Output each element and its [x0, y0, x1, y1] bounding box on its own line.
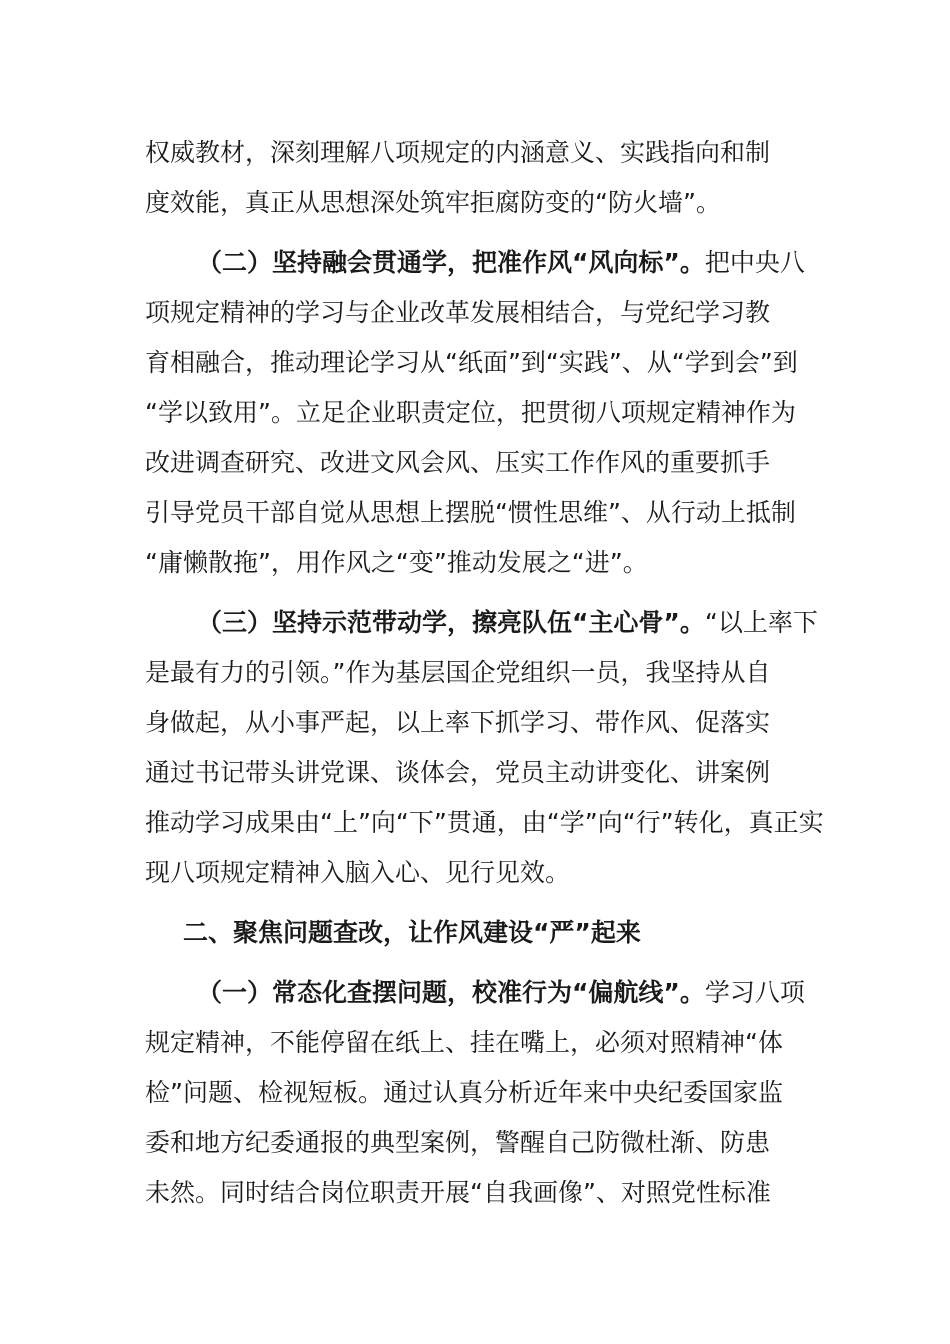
paragraph-first-line: [145, 968, 805, 1018]
subheading-2: （二）坚持融会贯通学，把准作风“风向标”。: [197, 248, 705, 277]
text-line: 度效能，真正从思想深处筑牢拒腐防变的“防火墙”。: [145, 188, 721, 217]
paragraph-text: 把中央八: [704, 248, 805, 277]
paragraph-1: [145, 128, 805, 228]
text-line: 身做起，从小事严起，以上率下抓学习、带作风、促落实: [145, 708, 771, 737]
text-line: 检”问题、检视短板。通过认真分析近年来中央纪委国家监: [145, 1078, 783, 1107]
text-line: 规定精神，不能停留在纸上、挂在嘴上，必须对照精神“体: [145, 1028, 783, 1057]
paragraph-3: [145, 598, 824, 898]
paragraph-text: 学习八项: [704, 978, 805, 1007]
text-line: 引导党员干部自觉从思想上摆脱“惯性思维”、从行动上抵制: [145, 498, 796, 527]
document-body: [145, 128, 824, 1218]
paragraph-2: [145, 238, 805, 588]
text-line: “庸懒散拖”，用作风之“变”推动发展之“进”。: [145, 548, 648, 577]
text-line: 委和地方纪委通报的典型案例，警醒自己防微杜渐、防患: [145, 1128, 771, 1157]
text-line: 项规定精神的学习与企业改革发展相结合，与党纪学习教: [145, 298, 771, 327]
text-line: 育相融合，推动理论学习从“纸面”到“实践”、从“学到会”到: [145, 348, 798, 377]
subheading-3: （三）坚持示范带动学，擦亮队伍“主心骨”。: [197, 608, 705, 637]
text-line: 权威教材，深刻理解八项规定的内涵意义、实践指向和制: [145, 138, 771, 167]
paragraph-4: [145, 968, 805, 1218]
text-line: “学以致用”。立足企业职责定位，把贯彻八项规定精神作为: [145, 398, 796, 427]
subheading-1: （一）常态化查摆问题，校准行为“偏航线”。: [197, 978, 705, 1007]
paragraph-first-line: [145, 238, 805, 288]
paragraph-first-line: [145, 598, 818, 648]
text-line: 改进调查研究、改进文风会风、压实工作作风的重要抓手: [145, 448, 771, 477]
paragraph-text: “以上率下: [704, 608, 818, 637]
text-line: 是最有力的引领。”作为基层国企党组织一员，我坚持从自: [145, 658, 771, 687]
text-line: 通过书记带头讲党课、谈体会，党员主动讲变化、讲案例: [145, 758, 771, 787]
text-line: 推动学习成果由“上”向“下”贯通，由“学”向“行”转化，真正实: [145, 808, 824, 837]
text-line: 未然。同时结合岗位职责开展“自我画像”、对照党性标准: [145, 1178, 771, 1207]
text-line: 现八项规定精神入脑入心、见行见效。: [145, 858, 571, 887]
section-heading: 二、聚焦问题查改，让作风建设“严”起来: [183, 918, 641, 947]
